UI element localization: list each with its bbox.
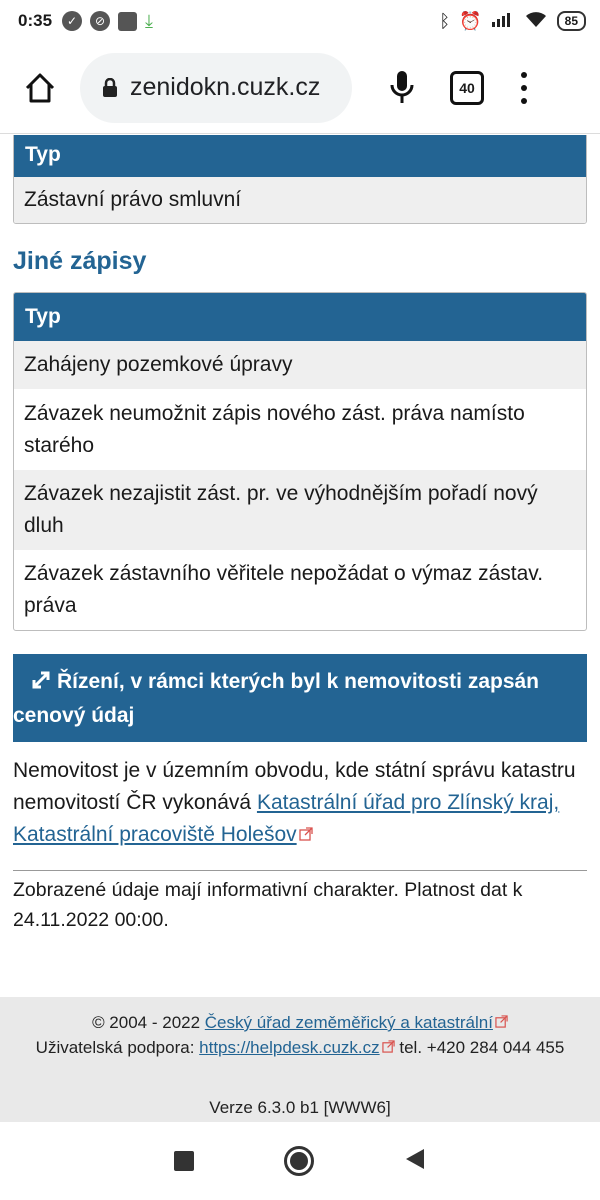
tab-switcher-button[interactable]: 40	[450, 71, 484, 105]
proceedings-panel-title: Řízení, v rámci kterých byl k nemovitosti zapsán cenový údaj	[13, 670, 540, 727]
external-link-icon	[495, 1013, 508, 1033]
alarm-icon: ⏰	[459, 10, 482, 31]
browser-toolbar	[0, 42, 600, 134]
table-row: Zahájeny pozemkové úpravy	[14, 341, 586, 389]
other-records-table	[13, 292, 587, 631]
recents-icon[interactable]	[174, 1151, 194, 1171]
external-link-icon	[299, 819, 313, 851]
address-bar[interactable]	[80, 53, 352, 123]
lock-icon	[102, 78, 118, 98]
page-content	[0, 135, 600, 997]
org-link[interactable]: Český úřad zeměměřický a katastrální	[204, 1013, 493, 1032]
table-row: Závazek zástavního věřitele nepožádat o výmaz zástav. práva	[24, 562, 544, 617]
status-bar	[0, 0, 600, 42]
support-label: Uživatelská podpora:	[35, 1038, 200, 1057]
system-navigation-bar	[0, 1122, 600, 1200]
external-link-icon	[382, 1038, 395, 1058]
copyright-text: © 2004 - 2022	[92, 1013, 205, 1032]
validity-notice: Zobrazené údaje mají informativní charakter. Platnost dat k 24.11.2022 00:00.	[13, 879, 523, 931]
signal-icon	[491, 10, 515, 33]
bluetooth-icon: ᛒ	[439, 10, 451, 31]
back-icon[interactable]	[404, 1147, 426, 1176]
support-phone: tel. +420 284 044 455	[394, 1038, 565, 1057]
microphone-icon[interactable]	[382, 63, 422, 113]
office-link[interactable]: Katastrální úřad pro Zlínský kraj, Katastrální pracoviště Holešov	[13, 791, 560, 846]
helpdesk-link[interactable]: https://helpdesk.cuzk.cz	[199, 1038, 380, 1057]
proceedings-panel-header[interactable]	[13, 654, 587, 742]
more-menu-icon[interactable]	[514, 68, 534, 108]
divider	[13, 870, 587, 871]
clock: 0:35	[18, 11, 53, 30]
wifi-icon	[524, 10, 548, 33]
section-heading-other-records: Jiné zápisy	[13, 247, 147, 275]
no-data-icon: ⊘	[90, 11, 110, 31]
office-info-text: Nemovitost je v územním obvodu, kde státní správu katastru nemovitostí ČR vykonává	[13, 759, 576, 814]
battery-indicator: 85	[557, 11, 586, 31]
footer	[0, 997, 600, 1122]
table-header: Typ	[14, 293, 586, 341]
office-info	[13, 755, 587, 851]
expand-icon	[31, 668, 51, 700]
home-nav-icon[interactable]	[284, 1146, 314, 1176]
lien-table	[13, 135, 587, 224]
url-text: zenidokn.cuzk.cz	[130, 73, 321, 101]
table-row: Závazek nezajistit zást. pr. ve výhodnějším pořadí nový dluh	[14, 470, 586, 550]
version-text: Verze 6.3.0 b1 [WWW6]	[209, 1098, 391, 1117]
table-row: Závazek neumožnit zápis nového zást. práva namísto starého	[24, 401, 525, 457]
table-row: Zástavní právo smluvní	[14, 177, 586, 223]
download-icon: ⤓	[145, 10, 153, 31]
check-circle-icon: ✓	[62, 11, 82, 31]
sim-icon	[118, 12, 137, 31]
home-icon[interactable]	[14, 62, 66, 114]
table-header: Typ	[14, 135, 586, 177]
